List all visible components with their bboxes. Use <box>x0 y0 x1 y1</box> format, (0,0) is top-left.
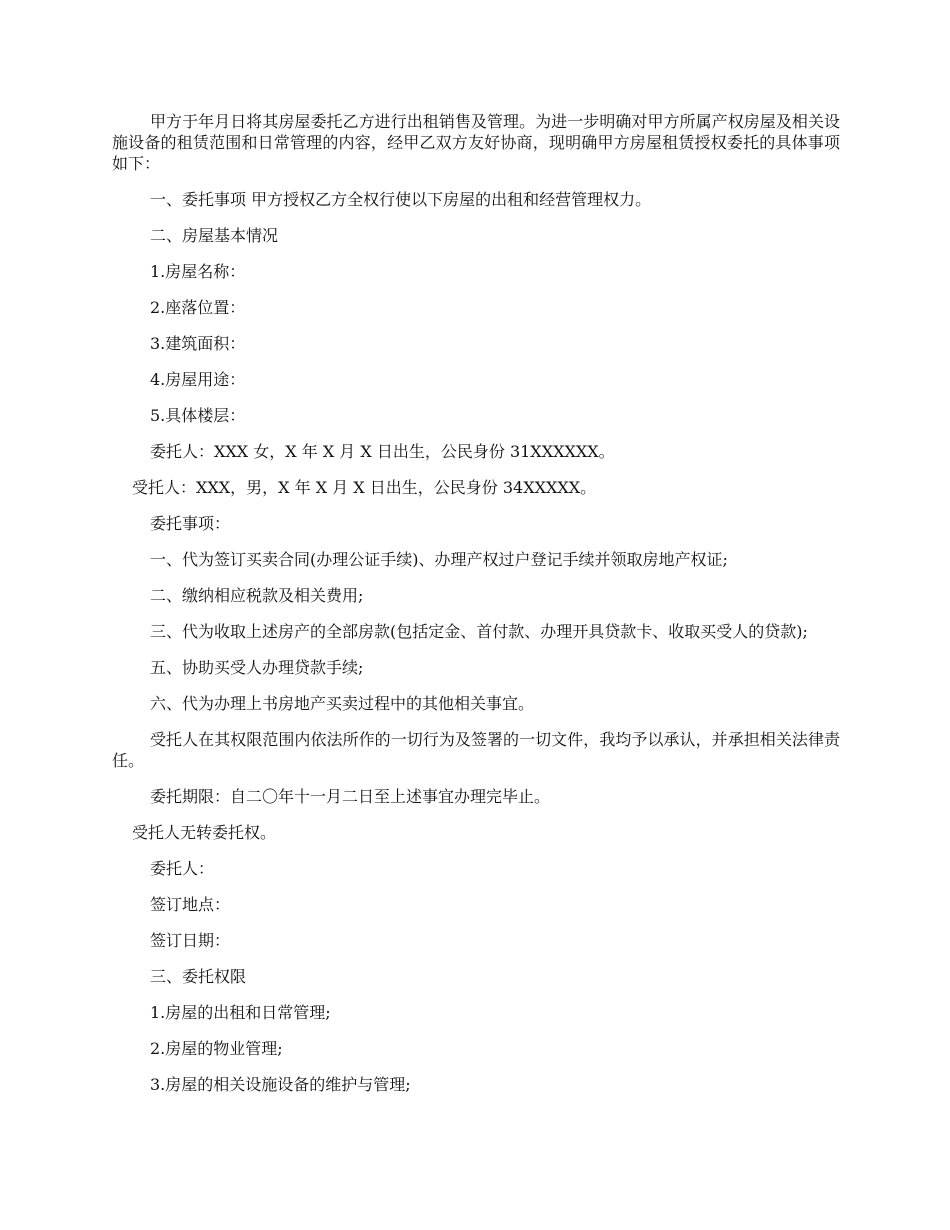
matter-item: 五、协助买受人办理贷款手续; <box>150 658 364 677</box>
house-name-field: 1.房屋名称： <box>150 262 246 281</box>
house-area-field: 3.建筑面积： <box>150 334 246 353</box>
authority-item: 1.房屋的出租和日常管理; <box>150 1003 331 1022</box>
matter-item: 六、代为办理上书房地产买卖过程中的其他相关事宜。 <box>150 694 535 713</box>
liability-statement: 受托人在其权限范围内依法所作的一切行为及签署的一切文件，我均予以承认，并承担相关法律责任。 <box>112 730 840 770</box>
house-usage-field: 4.房屋用途： <box>150 370 246 389</box>
house-location-field: 2.座落位置： <box>150 298 246 317</box>
entrusted-matters-heading: 委托事项： <box>150 514 231 533</box>
entrustment-period: 委托期限：自二〇年十一月二日至上述事宜办理完毕止。 <box>150 787 551 806</box>
principal-info: 委托人：XXX 女，X 年 X 月 X 日出生，公民身份 31XXXXXX。 <box>150 442 615 461</box>
section-authority-heading: 三、委托权限 <box>150 967 247 986</box>
section-house-info-heading: 二、房屋基本情况 <box>150 226 279 245</box>
house-floor-field: 5.具体楼层： <box>150 406 246 425</box>
document-body <box>112 111 840 1110</box>
matter-item: 三、代为收取上述房产的全部房款(包括定金、首付款、办理开具贷款卡、收取买受人的贷款); <box>150 622 808 641</box>
matter-item: 二、缴纳相应税款及相关费用; <box>150 586 364 605</box>
authority-item: 2.房屋的物业管理; <box>150 1039 283 1058</box>
agent-info: 受托人：XXX，男，X 年 X 月 X 日出生，公民身份 34XXXXX。 <box>132 478 597 497</box>
signing-location-field: 签订地点： <box>150 895 231 914</box>
authority-item: 3.房屋的相关设施设备的维护与管理; <box>150 1075 411 1094</box>
principal-signature-field: 委托人： <box>150 859 215 878</box>
signing-date-field: 签订日期： <box>150 931 231 950</box>
section-entrusted-matters: 一、委托事项 甲方授权乙方全权行使以下房屋的出租和经营管理权力。 <box>150 190 652 209</box>
no-sub-entrustment: 受托人无转委托权。 <box>132 823 277 842</box>
matter-item: 一、代为签订买卖合同(办理公证手续)、办理产权过户登记手续并领取房地产权证; <box>150 550 728 569</box>
intro-paragraph: 甲方于年月日将其房屋委托乙方进行出租销售及管理。为进一步明确对甲方所属产权房屋及相关设施设备的租赁范围和日常管理的内容，经甲乙双方友好协商，现明确甲方房屋租赁授权委托的具体事项如下： <box>112 112 840 173</box>
